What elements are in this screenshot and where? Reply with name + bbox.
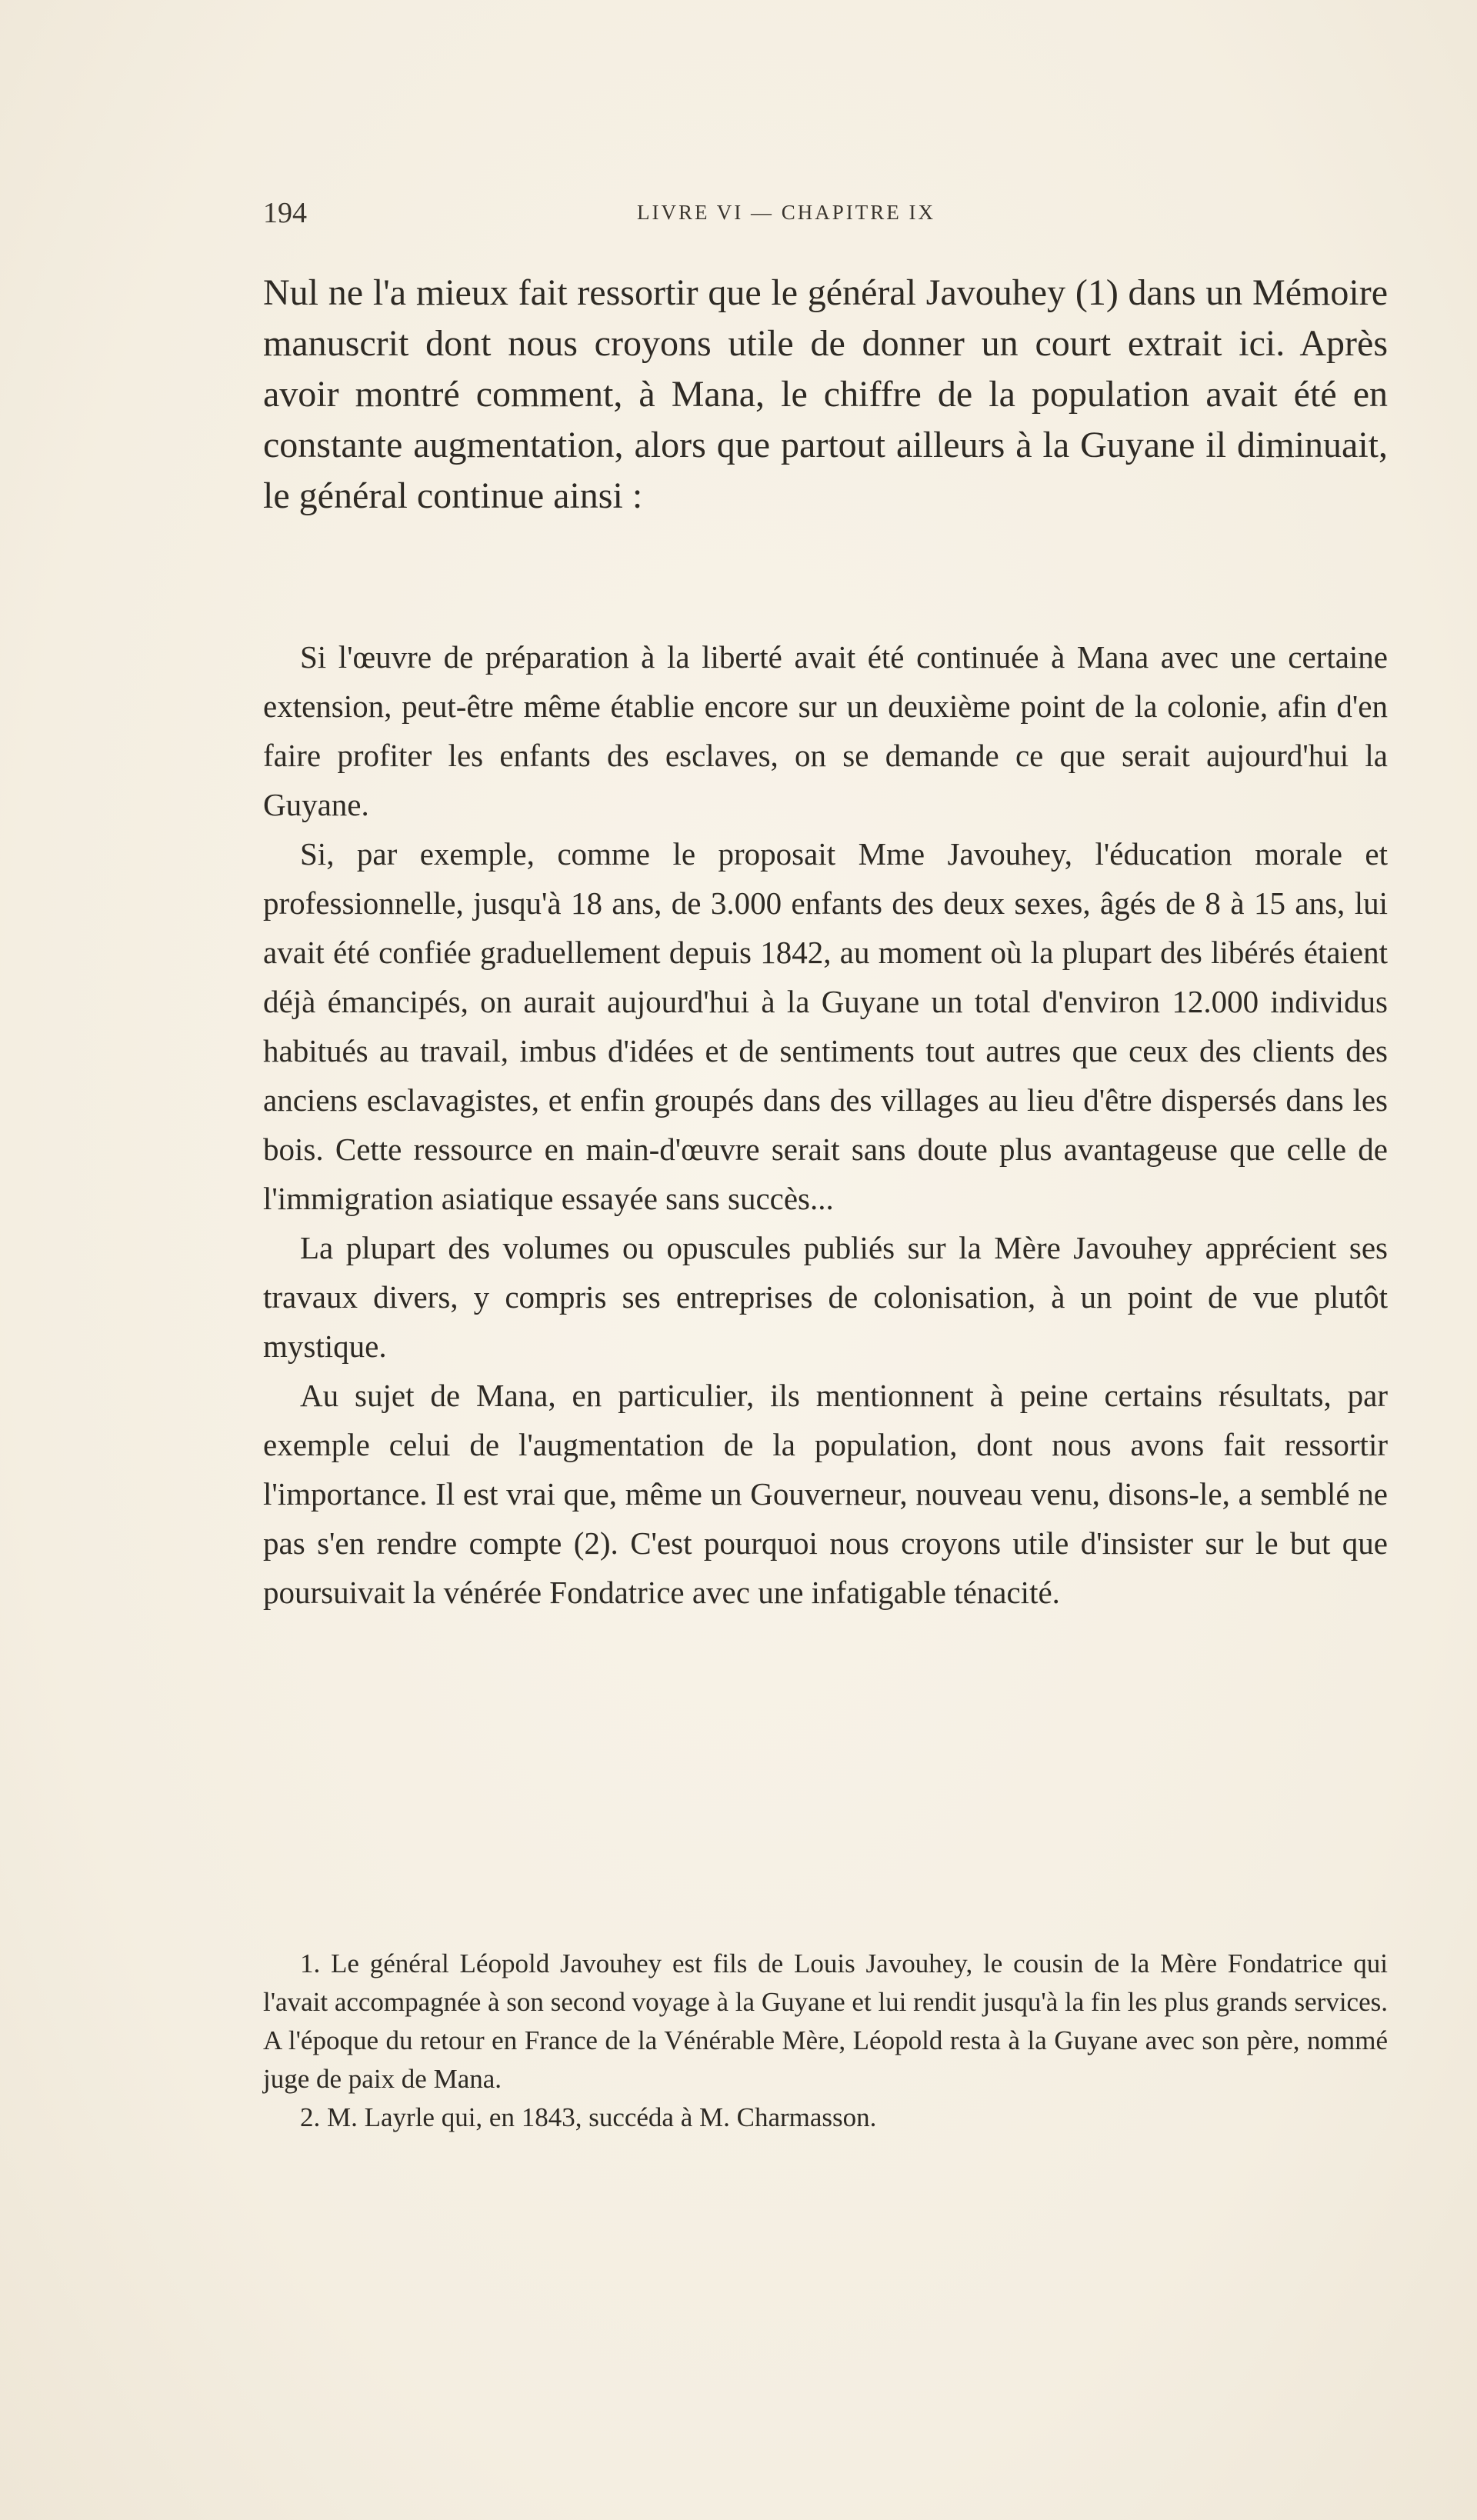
intro-block: [263, 268, 1388, 522]
footnotes: [263, 1945, 1388, 2137]
running-head: LIVRE VI — CHAPITRE IX: [637, 201, 935, 224]
quoted-memoir-and-commentary: [263, 632, 1388, 1617]
paragraph-3: La plupart des volumes ou opuscules publiés sur la Mère Javouhey apprécient ses travaux divers, y compris ses entreprises de colonisation, à un point de vue plutôt mystique.: [263, 1230, 1388, 1364]
intro-paragraph: Nul ne l'a mieux fait ressortir que le général Javouhey (1) dans un Mémoire manuscrit dont nous croyons utile de donner un court extrait ici. Après avoir montré comment, à Mana, le chiffre de la population avait été en constante augmentation, alors que partout ailleurs à la Guyane il diminuait, le général continue ainsi :: [263, 272, 1388, 516]
footnote-1: 1. Le général Léopold Javouhey est fils de Louis Javouhey, le cousin de la Mère Fondatrice qui l'avait accompagnée à son second voyage à la Guyane et lui rendit jusqu'à la fin les plus grands services. A l'époque du retour en France de la Vénérable Mère, Léopold resta à la Guyane avec son père, nommé juge de paix de Mana.: [263, 1948, 1388, 2094]
footnote-2: 2. M. Layrle qui, en 1843, succéda à M. Charmasson.: [300, 2102, 877, 2132]
page-number: 194: [263, 197, 307, 229]
paragraph-4: Au sujet de Mana, en particulier, ils mentionnent à peine certains résultats, par exemple celui de l'augmentation de la population, dont nous avons fait ressortir l'importance. Il est vrai que, même un Gouverneur, nouveau venu, disons-le, a semblé ne pas s'en rendre compte (2). C'est pourquoi nous croyons utile d'insister sur le but que poursuivait la vénérée Fondatrice avec une infatigable ténacité.: [263, 1378, 1388, 1610]
paragraph-2: Si, par exemple, comme le proposait Mme Javouhey, l'éducation morale et professionnelle, jusqu'à 18 ans, de 3.000 enfants des deux sexes, âgés de 8 à 15 ans, lui avait été confiée graduellement depuis 1842, au moment où la plupart des libérés étaient déjà émancipés, on aurait aujourd'hui à la Guyane un total d'environ 12.000 individus habitués au travail, imbus d'idées et de sentiments tout autres que ceux des clients des anciens esclavagistes, et enfin groupés dans des villages au lieu d'être dispersés dans les bois. Cette ressource en main-d'œuvre serait sans doute plus avantageuse que celle de l'immigration asiatique essayée sans succès...: [263, 836, 1388, 1216]
paragraph-1: Si l'œuvre de préparation à la liberté avait été continuée à Mana avec une certaine extension, peut-être même établie encore sur un deuxième point de la colonie, afin d'en faire profiter les enfants des esclaves, on se demande ce que serait aujourd'hui la Guyane.: [263, 639, 1388, 822]
page-header: [263, 196, 1032, 235]
